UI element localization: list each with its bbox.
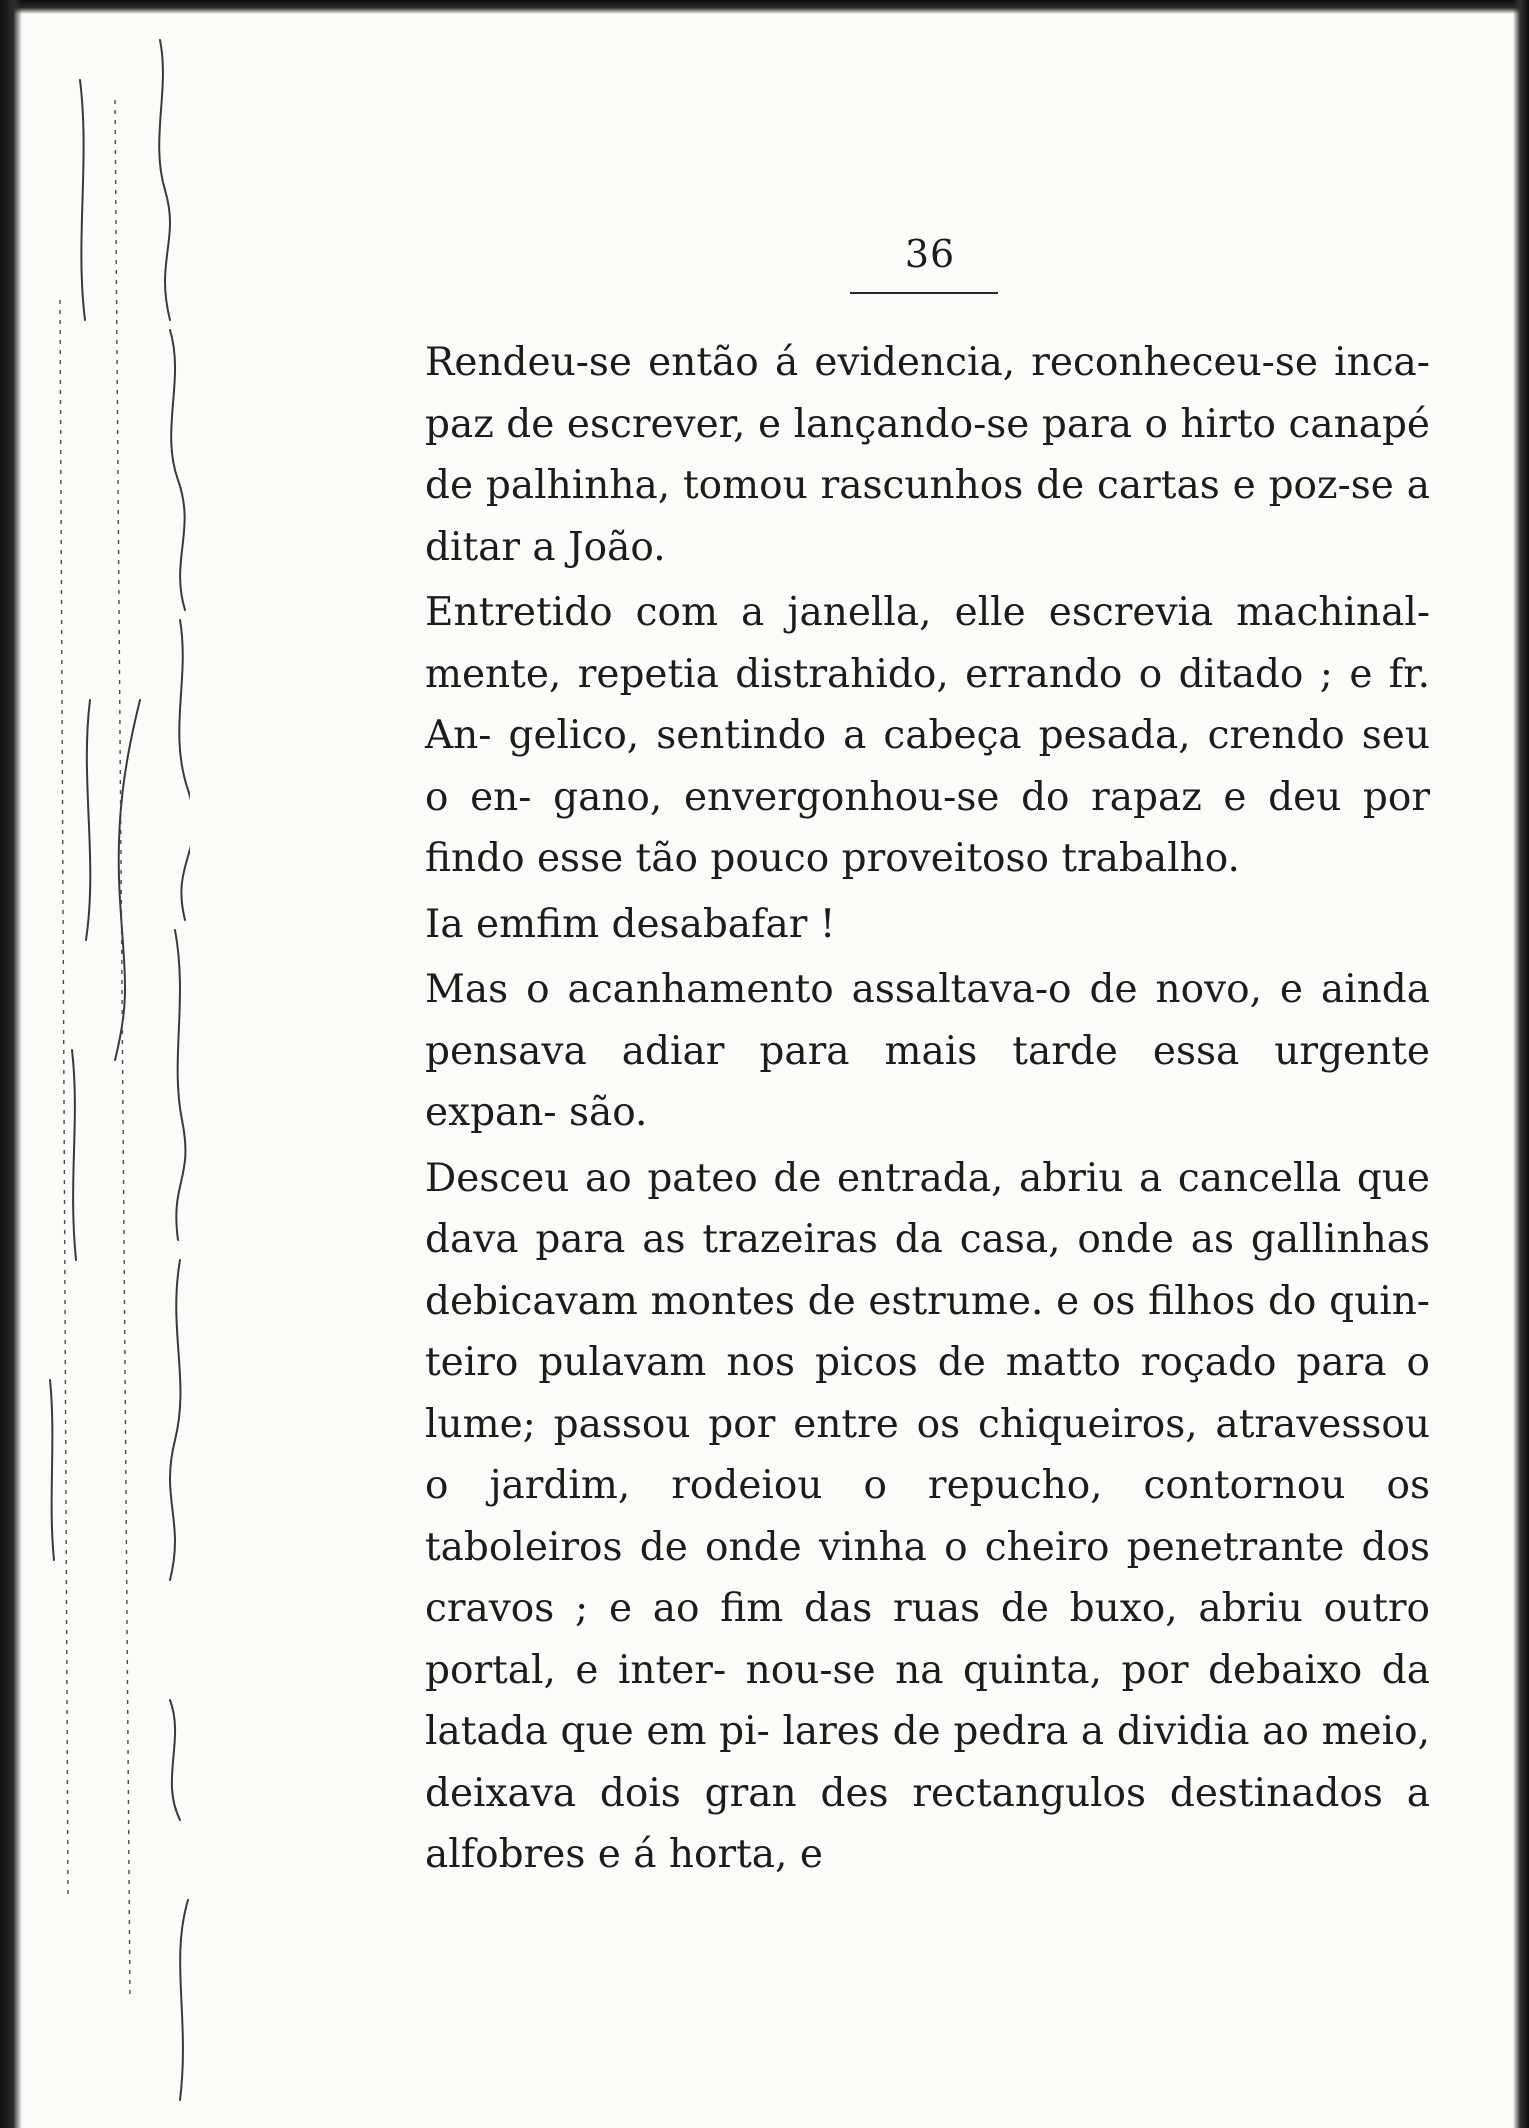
scan-border-left	[0, 0, 22, 2128]
body-text	[425, 332, 1430, 1890]
paragraph: Ia emfim desabafar !	[425, 901, 836, 947]
paragraph: Desceu ao pateo de entrada, abriu a cancella que dava para as trazeiras da casa, onde as gallinhas debicavam montes de estrume. e os filhos do quin- teiro pulavam nos picos de matto roçado para o lume; passou por entre os chiqueiros, atravessou o jardim, rodeiou o repucho, contornou os taboleiros de onde vinha o cheiro penetrante dos cravos ; e ao fim das ruas de buxo, abriu outro portal, e inter- nou-se na quinta, por debaixo da latada que em pi- lares de pedra a dividia ao meio, deixava dois gran des rectangulos destinados a alfobres e á horta, e	[425, 1155, 1430, 1877]
page-number-rule	[850, 292, 998, 294]
paragraph: Entretido com a janella, elle escrevia machinal- mente, repetia distrahido, errando o ditado ; e fr. An- gelico, sentindo a cabeça pesada, crendo seu o en- gano, envergonhou-se do rapaz e deu por findo esse tão pouco proveitoso trabalho.	[425, 590, 1430, 881]
page-number: 36	[904, 232, 956, 276]
paragraph: Mas o acanhamento assaltava-o de novo, e ainda pensava adiar para mais tarde essa urgente expan- são.	[425, 967, 1430, 1135]
binding-gutter-marks	[20, 0, 190, 2128]
scan-border-top	[0, 0, 1529, 14]
paragraph: Rendeu-se então á evidencia, reconheceu-se inca- paz de escrever, e lançando-se para o hirto canapé de palhinha, tomou rascunhos de cartas e poz-se a ditar a João.	[425, 340, 1430, 570]
scan-border-right	[1513, 0, 1529, 2128]
